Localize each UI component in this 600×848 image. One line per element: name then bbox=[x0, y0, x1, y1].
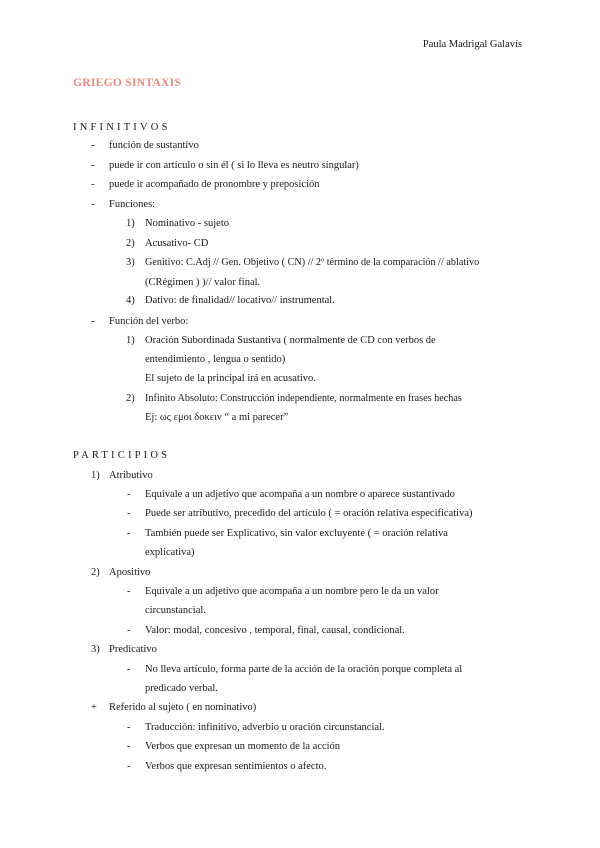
list-item: Traducción: infinitivo, adverbio u oración circunstancial. bbox=[145, 722, 385, 733]
list-item: Verbos que expresan un momento de la acción bbox=[145, 741, 341, 752]
bullet-dash: - bbox=[127, 664, 131, 675]
list-number: 4) bbox=[126, 295, 135, 306]
bullet-dash: - bbox=[127, 722, 131, 733]
bullet-dash: - bbox=[127, 489, 131, 500]
list-item-continuation: El sujeto de la principal irá en acusativo. bbox=[145, 373, 316, 384]
list-item: Nominativo - sujeto bbox=[145, 218, 229, 229]
list-item-continuation: explicativa) bbox=[145, 547, 195, 558]
list-number: 2) bbox=[126, 393, 135, 404]
list-number: 1) bbox=[126, 218, 135, 229]
subsection-label: Atributivo bbox=[109, 470, 153, 481]
bullet-dash: - bbox=[127, 508, 131, 519]
list-item: Infinito Absoluto: Construcción independiente, normalmente en frases hechas bbox=[145, 393, 462, 404]
bullet-dash: - bbox=[127, 761, 131, 772]
document-title: GRIEGO SINTAXIS bbox=[73, 77, 182, 89]
bullet-dash: - bbox=[91, 199, 95, 210]
list-item: Funciones: bbox=[109, 199, 156, 210]
bullet-dash: - bbox=[91, 316, 95, 327]
list-item: Dativo: de finalidad// locativo// instrumental. bbox=[145, 295, 335, 306]
bullet-dash: - bbox=[91, 179, 95, 190]
list-item: Verbos que expresan sentimientos o afecto. bbox=[145, 761, 327, 772]
list-item-continuation: (CRégimen ) )// valor final. bbox=[145, 277, 261, 288]
list-item: función de sustantivo bbox=[109, 140, 199, 151]
list-number: 2) bbox=[91, 567, 100, 578]
author-name: Paula Madrigal Galavís bbox=[422, 39, 522, 50]
list-number: 2) bbox=[126, 238, 135, 249]
subsection-label: Referido al sujeto ( en nominativo) bbox=[109, 702, 257, 713]
bullet-dash: - bbox=[91, 160, 95, 171]
list-item: puede ir con artículo o sin él ( si lo lleva es neutro singular) bbox=[109, 160, 359, 171]
list-item-continuation: entendimiento , lengua o sentido) bbox=[145, 354, 286, 365]
list-item-continuation: Ej: ως εμοι δοκειν “ a mi parecer” bbox=[145, 412, 289, 423]
list-item: Acusativo- CD bbox=[145, 238, 209, 249]
bullet-dash: - bbox=[127, 586, 131, 597]
list-number: 3) bbox=[126, 257, 135, 268]
bullet-dash: - bbox=[127, 625, 131, 636]
list-marker-plus: + bbox=[91, 702, 97, 713]
list-item-continuation: circunstancial. bbox=[145, 605, 206, 616]
list-item: Genitivo: C.Adj // Gen. Objetivo ( CN) // 2º término de la comparación // ablativo bbox=[145, 257, 480, 268]
section-heading-participios: PARTICIPIOS bbox=[73, 450, 171, 461]
subsection-label: Predicativo bbox=[109, 644, 157, 655]
list-item: No lleva artículo, forma parte de la acción de la oración porque completa al bbox=[145, 664, 463, 675]
list-item: Función del verbo: bbox=[109, 316, 189, 327]
list-item: Equivale a un adjetivo que acompaña a un nombre pero le da un valor bbox=[145, 586, 439, 597]
section-heading-infinitivos: INFINITIVOS bbox=[73, 122, 171, 133]
list-item: Equivale a un adjetivo que acompaña a un nombre o aparece sustantivado bbox=[145, 489, 455, 500]
subsection-label: Apositivo bbox=[109, 567, 151, 578]
list-item: Puede ser atributivo, precedido del artículo ( = oración relativa especificativa) bbox=[145, 508, 473, 519]
bullet-dash: - bbox=[127, 528, 131, 539]
list-number: 3) bbox=[91, 644, 100, 655]
list-item: puede ir acompañado de pronombre y preposición bbox=[109, 179, 320, 190]
bullet-dash: - bbox=[127, 741, 131, 752]
list-number: 1) bbox=[126, 335, 135, 346]
list-item: También puede ser Explicativo, sin valor excluyente ( = oración relativa bbox=[145, 528, 448, 539]
list-number: 1) bbox=[91, 470, 100, 481]
list-item: Valor: modal, concesivo , temporal, final, causal, condicional. bbox=[145, 625, 405, 636]
bullet-dash: - bbox=[91, 140, 95, 151]
list-item: Oración Subordinada Sustantiva ( normalmente de CD con verbos de bbox=[145, 335, 436, 346]
list-item-continuation: predicado verbal. bbox=[145, 683, 218, 694]
